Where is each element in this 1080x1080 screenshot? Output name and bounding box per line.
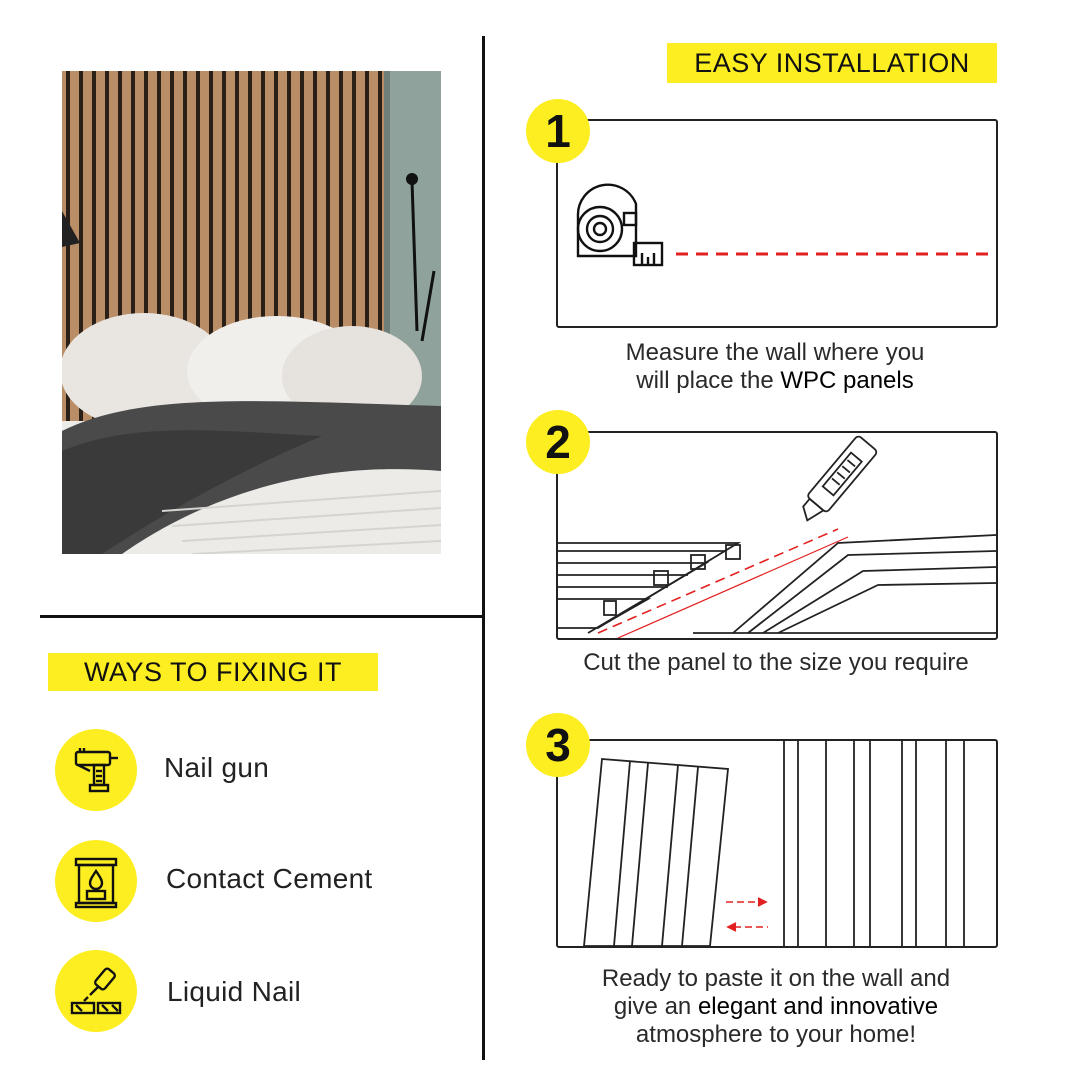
vertical-divider xyxy=(482,36,485,1060)
bedroom-wood-panel-photo xyxy=(62,71,441,554)
step-number-badge: 2 xyxy=(526,410,590,474)
step-2-caption: Cut the panel to the size you require xyxy=(583,649,969,676)
step-3-bold: elegant and innovative xyxy=(697,993,939,1020)
step-1-illustration xyxy=(556,119,998,328)
step-3-caption: Ready to paste it on the wall and give an elegant and innovative atmosphere to your home! xyxy=(601,965,951,1048)
step-number-badge: 1 xyxy=(526,99,590,163)
utility-knife-icon xyxy=(795,435,878,527)
contact-cement-icon xyxy=(55,840,137,922)
tape-measure-icon xyxy=(578,185,662,265)
horizontal-divider xyxy=(40,615,484,618)
step-3-illustration xyxy=(556,739,998,948)
method-label: Contact Cement xyxy=(166,863,373,894)
step-1-bold: WPC panels xyxy=(780,367,914,394)
step-1-caption: Measure the wall where you will place the WPC panels xyxy=(625,339,925,394)
nail-gun-icon xyxy=(55,729,137,811)
method-label: Nail gun xyxy=(164,752,270,783)
step-number-badge: 3 xyxy=(526,713,590,777)
ways-to-fix-heading: WAYS TO FIXING IT xyxy=(48,653,378,691)
liquid-nail-icon xyxy=(55,950,137,1032)
method-label: Liquid Nail xyxy=(167,976,302,1007)
step-2-illustration xyxy=(556,431,998,640)
easy-installation-heading: EASY INSTALLATION xyxy=(667,43,997,83)
